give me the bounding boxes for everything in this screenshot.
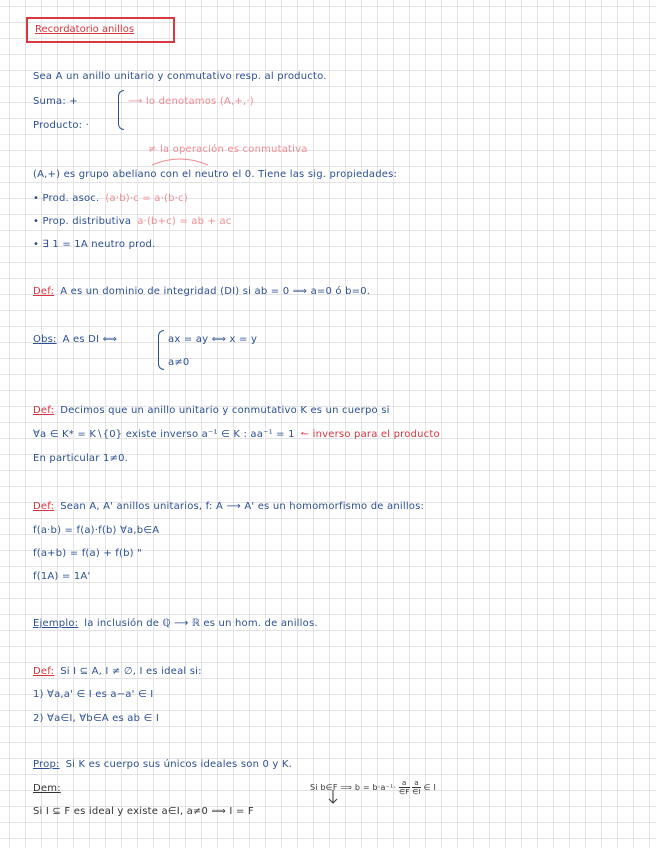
denote-note: ⟶ lo denotamos (A,+,·) <box>128 96 254 107</box>
dem-side-text: Si b∈F ⟹ b = b·a⁻¹· <box>310 783 397 792</box>
obs-case1: ax = ay ⟺ x = y <box>168 334 258 345</box>
example-text: la inclusión de ℚ ⟶ ℝ es un hom. de anillos. <box>84 618 318 629</box>
commutative-annotation: ≠ la operación es conmutativa <box>148 144 308 155</box>
producto-label: Producto: · <box>33 120 90 131</box>
def-field-line3: En particular 1≠0. <box>33 453 129 464</box>
page-title: Recordatorio anillos <box>35 24 135 35</box>
annotation-arc <box>150 155 210 167</box>
suma-label: Suma: + <box>33 96 78 107</box>
def-hom-line3: f(a+b) = f(a) + f(b) " <box>33 548 142 559</box>
obs-lhs: A es DI ⟺ <box>62 334 118 345</box>
dem-side-tail: ∈ I <box>423 783 437 792</box>
def-hom-line4: f(1A) = 1A' <box>33 571 91 582</box>
prop-text: Si K es cuerpo sus únicos ideales son 0 y K. <box>65 759 293 770</box>
fraction: $\frac{a}{\in F}$ <box>398 779 410 796</box>
prop-assoc-formula: (a·b)·c = a·(b·c) <box>105 193 188 204</box>
def-integral-domain <box>33 285 370 298</box>
inverse-note: ↼ inverso para el producto <box>300 429 440 440</box>
prop-distrib <box>33 215 232 228</box>
title-box <box>26 17 175 43</box>
example-line <box>33 617 318 630</box>
def-label: Def: <box>33 666 55 677</box>
def-integral-domain-text: A es un dominio de integridad (DI) si ab = 0 ⟹ a=0 ó b=0. <box>60 286 371 297</box>
intro-line: Sea A un anillo unitario y conmutativo resp. al producto. <box>33 71 327 82</box>
def-ideal-line1 <box>33 665 202 678</box>
intro-brace <box>118 90 124 130</box>
obs-case2: a≠0 <box>168 357 190 368</box>
prop-line <box>33 758 292 771</box>
def-label: Def: <box>33 405 55 416</box>
dem-last-line: Si I ⊆ F es ideal y existe a∈I, a≠0 ⟹ I = F <box>33 806 254 817</box>
prop-assoc <box>33 192 188 205</box>
def-ideal-line3: 2) ∀a∈I, ∀b∈A es ab ∈ I <box>33 713 159 724</box>
prop-distrib-label: • Prop. distributiva <box>33 216 132 227</box>
dem-label: Dem: <box>33 783 61 794</box>
def-label: Def: <box>33 286 55 297</box>
def-hom-line2: f(a·b) = f(a)·f(b) ∀a,b∈A <box>33 525 160 536</box>
def-hom-line1 <box>33 500 424 513</box>
def-field-line1 <box>33 404 390 417</box>
def-field-line2 <box>33 428 440 441</box>
obs-label: Obs: <box>33 334 57 345</box>
prop-distrib-formula: a·(b+c) = ab + ac <box>137 216 232 227</box>
obs-brace <box>158 330 164 370</box>
prop-label: Prop: <box>33 759 60 770</box>
obs-line <box>33 333 117 346</box>
def-ideal-line2: 1) ∀a,a' ∈ I es a−a' ∈ I <box>33 689 154 700</box>
prop-assoc-label: • Prod. asoc. <box>33 193 100 204</box>
group-line: (A,+) es grupo abeliano con el neutro el 0. Tiene las sig. propiedades: <box>33 169 398 180</box>
def-hom-text1: Sean A, A' anillos unitarios, f: A ⟶ A' es un homomorfismo de anillos: <box>60 501 425 512</box>
fraction: $\frac{a}{\in I}$ <box>412 779 421 796</box>
def-label: Def: <box>33 501 55 512</box>
def-field-text1: Decimos que un anillo unitario y conmutativo K es un cuerpo si <box>60 405 390 416</box>
def-field-text2: ∀a ∈ K* = K∖{0} existe inverso a⁻¹ ∈ K : aa⁻¹ = 1 <box>33 429 295 440</box>
example-label: Ejemplo: <box>33 618 79 629</box>
prop-neutral: • ∃ 1 = 1A neutro prod. <box>33 239 156 250</box>
down-arrow-icon <box>328 790 338 806</box>
def-ideal-text1: Si I ⊆ A, I ≠ ∅, I es ideal si: <box>60 666 202 677</box>
